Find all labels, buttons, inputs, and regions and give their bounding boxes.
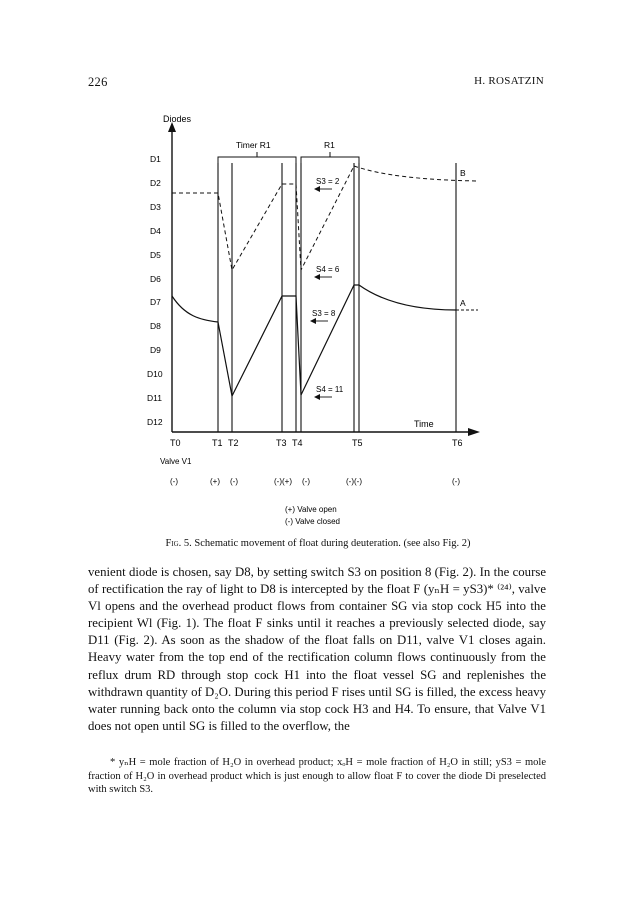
r1-bracket bbox=[301, 152, 359, 163]
r1-label: R1 bbox=[324, 140, 335, 150]
legend-open: (+) Valve open bbox=[285, 505, 337, 514]
timer-r1-label: Timer R1 bbox=[236, 140, 271, 150]
valve-state: (-) bbox=[170, 477, 178, 486]
time-label: T4 bbox=[292, 438, 303, 448]
time-label: T2 bbox=[228, 438, 239, 448]
annotation-s4-11: S4 = 11 bbox=[316, 385, 344, 394]
valve-state: (-) bbox=[230, 477, 238, 486]
page-number: 226 bbox=[88, 75, 108, 89]
float-trace bbox=[172, 285, 456, 396]
figure-caption bbox=[88, 538, 548, 549]
timer-r1-bracket bbox=[218, 152, 296, 163]
y-axis-title: Diodes bbox=[163, 114, 192, 124]
time-label: T0 bbox=[170, 438, 181, 448]
diode-label: D1 bbox=[150, 154, 161, 164]
diode-label: D6 bbox=[150, 274, 161, 284]
body-text bbox=[88, 564, 546, 735]
point-a-label: A bbox=[460, 298, 466, 308]
annotation-s3-8: S3 = 8 bbox=[312, 309, 336, 318]
time-labels bbox=[170, 438, 463, 448]
annotation-s4-6: S4 = 6 bbox=[316, 265, 340, 274]
diode-label: D7 bbox=[150, 297, 161, 307]
footnote bbox=[88, 756, 546, 797]
time-label: T1 bbox=[212, 438, 223, 448]
diode-label: D8 bbox=[150, 321, 161, 331]
diode-label: D12 bbox=[147, 417, 163, 427]
valve-state: (+) bbox=[210, 477, 220, 486]
body-paragraph: venient diode is chosen, say D8, by setting switch S3 on position 8 (Fig. 2). In the course of rectification the ray of light to D8 is intercepted by the float F (yₙH = yS3)* ⁽²⁴⁾, valve Vl opens and the overhead product flows from container SG via stop cock H5 into the recipient Wl (Fig. 1). The float F sinks until it reaches a previously selected diode, say D11 (Fig. 2). As soon as the shadow of the float falls on D11, valve V1 closes again. Heavy water from the top end of the rectification column flows continuously from the reflux drum RD through stop cock H1 into the float vessel SG and replenishes the withdrawn quantity of D₂O. During this period F rises until SG is filled, the excess heavy water running back onto the column via stop cock H3 and H4. To ensure, that Valve V1 does not open until SG is filled to the overflow, the bbox=[88, 565, 546, 733]
diode-label: D4 bbox=[150, 226, 161, 236]
diode-label: D11 bbox=[147, 393, 162, 403]
valve-states bbox=[170, 477, 460, 486]
caption-prefix: Fig. 5. bbox=[165, 538, 192, 549]
caption-text: Schematic movement of float during deuteration. (see also Fig. 2) bbox=[191, 538, 471, 549]
time-label: T5 bbox=[352, 438, 363, 448]
time-label: T6 bbox=[452, 438, 463, 448]
valve-state: (-)(-) bbox=[346, 477, 362, 486]
diode-label: D3 bbox=[150, 202, 161, 212]
x-axis-arrow bbox=[468, 428, 480, 436]
footnote-text: * yₙH = mole fraction of H₂O in overhead product; xₒH = mole fraction of H₂O in still; yS3 = mole fraction of H₂O in overhead product which is just enough to allow float F to cover the diode Di preselected with switch S3. bbox=[88, 757, 546, 795]
valve-state: (-)(+) bbox=[274, 477, 292, 486]
diode-label: D5 bbox=[150, 250, 161, 260]
point-b-label: B bbox=[460, 168, 466, 178]
valve-state: (-) bbox=[452, 477, 460, 486]
diode-label: D9 bbox=[150, 345, 161, 355]
legend-closed: (-) Valve closed bbox=[285, 517, 340, 526]
diode-label: D2 bbox=[150, 178, 161, 188]
valve-state: (-) bbox=[302, 477, 310, 486]
x-axis-title: Time bbox=[414, 419, 434, 429]
diode-label: D10 bbox=[147, 369, 163, 379]
time-label: T3 bbox=[276, 438, 287, 448]
diode-labels bbox=[147, 154, 163, 427]
running-head: H. ROSATZIN bbox=[474, 75, 544, 87]
valve-label: Valve V1 bbox=[160, 457, 192, 466]
annotation-s3-2: S3 = 2 bbox=[316, 177, 340, 186]
